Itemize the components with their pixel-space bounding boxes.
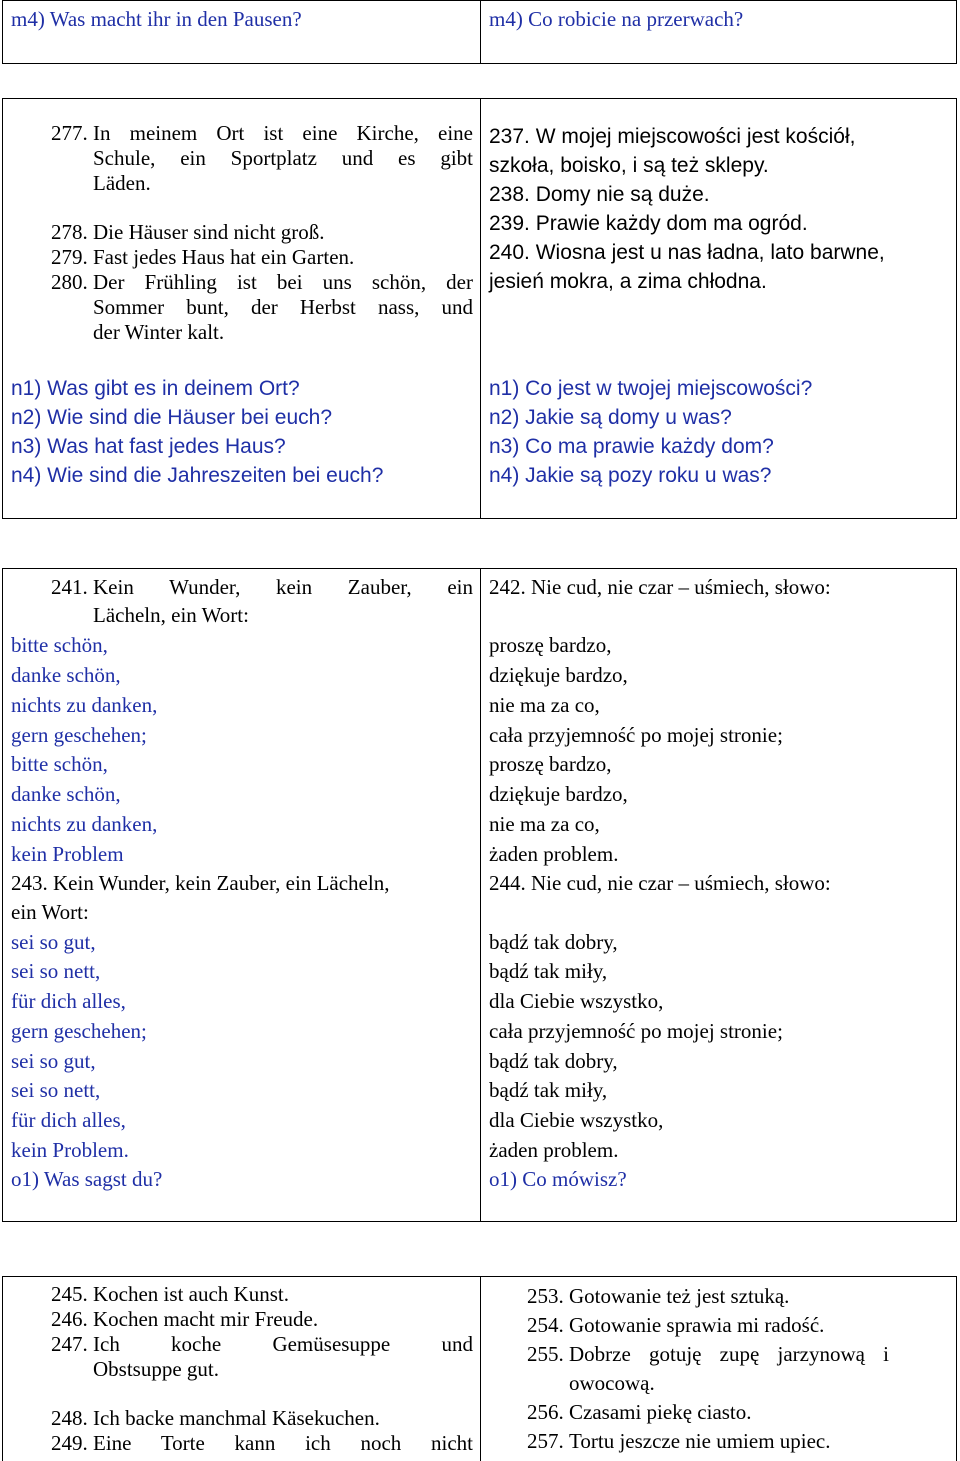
item-number: 277. — [51, 121, 88, 145]
question-n3-pl: n3) Co ma prawie każdy dom? — [489, 435, 774, 458]
verse-line: nie ma za co, — [489, 812, 600, 836]
item-line: Czasami piekę ciasto. — [569, 1400, 752, 1424]
item-number: 256. — [527, 1400, 564, 1424]
question-n4-de: n4) Wie sind die Jahreszeiten bei euch? — [11, 464, 384, 487]
cell-right-polish — [481, 99, 956, 518]
item-line: Lächeln, ein Wort: — [93, 603, 249, 627]
verse-line: danke schön, — [11, 782, 121, 806]
item-number: 279. — [51, 245, 88, 269]
verse-line: bądź tak dobry, — [489, 1049, 618, 1073]
cell-left-german — [3, 1, 481, 63]
question-n4-pl: n4) Jakie są pozy roku u was? — [489, 464, 772, 487]
verse-line: sei so gut, — [11, 1049, 96, 1073]
item-line: Dobrze gotuję zupę jarzynową i — [569, 1342, 889, 1366]
item-number: 241. — [51, 575, 88, 599]
item-line: Ich koche Gemüsesuppe und — [93, 1332, 473, 1356]
item-line: Tortu jeszcze nie umiem upiec. — [569, 1429, 831, 1453]
item-number: 257. — [527, 1429, 564, 1453]
item-number: 247. — [51, 1332, 88, 1356]
item-line: Eine Torte kann ich noch nicht — [93, 1431, 473, 1455]
cell-left-german — [3, 99, 481, 518]
verse-line: kein Problem. — [11, 1138, 129, 1162]
item-line: 243. Kein Wunder, kein Zauber, ein Lächeln, — [11, 871, 390, 895]
question-n3-de: n3) Was hat fast jedes Haus? — [11, 435, 286, 458]
verse-line: sei so nett, — [11, 959, 101, 983]
item-number: 254. — [527, 1313, 564, 1337]
verse-line: cała przyjemność po mojej stronie; — [489, 1019, 783, 1043]
question-m4-pl: m4) Co robicie na przerwach? — [489, 7, 744, 31]
item-line: 242. Nie cud, nie czar – uśmiech, słowo: — [489, 575, 831, 599]
verse-line: bądź tak miły, — [489, 1078, 608, 1102]
item-line: 237. W mojej miejscowości jest kościół, — [489, 125, 856, 148]
verse-line: żaden problem. — [489, 842, 619, 866]
verse-line: cała przyjemność po mojej stronie; — [489, 723, 783, 747]
verse-line: für dich alles, — [11, 989, 126, 1013]
item-line: Obstsuppe gut. — [93, 1357, 219, 1381]
verse-line: für dich alles, — [11, 1108, 126, 1132]
item-line: In meinem Ort ist eine Kirche, eine — [93, 121, 473, 145]
item-line: Kochen ist auch Kunst. — [93, 1282, 289, 1306]
item-line: jesień mokra, a zima chłodna. — [489, 270, 767, 293]
verse-line: dla Ciebie wszystko, — [489, 1108, 664, 1132]
verse-line: nichts zu danken, — [11, 812, 158, 836]
table-cooking — [2, 1276, 957, 1461]
verse-line: gern geschehen; — [11, 1019, 147, 1043]
question-n2-de: n2) Wie sind die Häuser bei euch? — [11, 406, 333, 429]
verse-line: bądź tak miły, — [489, 959, 608, 983]
verse-line: proszę bardzo, — [489, 633, 612, 657]
cell-left-german — [3, 1277, 481, 1461]
item-line: szkoła, boisko, i są też sklepy. — [489, 154, 769, 177]
item-line: 238. Domy nie są duże. — [489, 183, 710, 206]
item-line: Kein Wunder, kein Zauber, ein — [93, 575, 473, 599]
item-line: 244. Nie cud, nie czar – uśmiech, słowo: — [489, 871, 831, 895]
item-line: ein Wort: — [11, 900, 89, 924]
question-n1-pl: n1) Co jest w twojej miejscowości? — [489, 377, 813, 400]
item-line: Die Häuser sind nicht groß. — [93, 220, 325, 244]
item-number: 278. — [51, 220, 88, 244]
verse-line: dla Ciebie wszystko, — [489, 989, 664, 1013]
item-line: Läden. — [93, 171, 151, 195]
table-pauses — [2, 0, 957, 64]
cell-right-polish — [481, 569, 956, 1221]
question-n1-de: n1) Was gibt es in deinem Ort? — [11, 377, 300, 400]
item-number: 253. — [527, 1284, 564, 1308]
item-line: 239. Prawie każdy dom ma ogród. — [489, 212, 808, 235]
table-village — [2, 98, 957, 519]
question-n2-pl: n2) Jakie są domy u was? — [489, 406, 732, 429]
verse-line: gern geschehen; — [11, 723, 147, 747]
item-line: Ich backe manchmal Käsekuchen. — [93, 1406, 380, 1430]
item-line: 240. Wiosna jest u nas ładna, lato barwne, — [489, 241, 885, 264]
verse-line: żaden problem. — [489, 1138, 619, 1162]
question-m4-de: m4) Was macht ihr in den Pausen? — [11, 7, 302, 31]
item-line: Der Frühling ist bei uns schön, der — [93, 270, 473, 294]
verse-line: bitte schön, — [11, 633, 108, 657]
verse-line: bądź tak dobry, — [489, 930, 618, 954]
item-number: 255. — [527, 1342, 564, 1366]
cell-right-polish — [481, 1277, 956, 1461]
item-line: der Winter kalt. — [93, 320, 225, 344]
verse-line: proszę bardzo, — [489, 752, 612, 776]
verse-line: danke schön, — [11, 663, 121, 687]
question-o1-pl: o1) Co mówisz? — [489, 1167, 627, 1191]
item-line: Gotowanie też jest sztuką. — [569, 1284, 790, 1308]
item-line: Gotowanie sprawia mi radość. — [569, 1313, 825, 1337]
item-line: owocową. — [569, 1371, 655, 1395]
verse-line: dziękuje bardzo, — [489, 663, 628, 687]
verse-line: bitte schön, — [11, 752, 108, 776]
item-line: Sommer bunt, der Herbst nass, und — [93, 295, 473, 319]
item-number: 246. — [51, 1307, 88, 1331]
question-o1-de: o1) Was sagst du? — [11, 1167, 163, 1191]
item-line: Kochen macht mir Freude. — [93, 1307, 319, 1331]
item-number: 249. — [51, 1431, 88, 1455]
item-number: 248. — [51, 1406, 88, 1430]
verse-line: nichts zu danken, — [11, 693, 158, 717]
item-line: Fast jedes Haus hat ein Garten. — [93, 245, 355, 269]
verse-line: nie ma za co, — [489, 693, 600, 717]
cell-left-german — [3, 569, 481, 1221]
verse-line: dziękuje bardzo, — [489, 782, 628, 806]
verse-line: kein Problem — [11, 842, 124, 866]
item-line: Schule, ein Sportplatz und es gibt — [93, 146, 473, 170]
item-number: 245. — [51, 1282, 88, 1306]
item-number: 280. — [51, 270, 88, 294]
table-poem — [2, 568, 957, 1222]
verse-line: sei so gut, — [11, 930, 96, 954]
verse-line: sei so nett, — [11, 1078, 101, 1102]
cell-right-polish — [481, 1, 956, 63]
